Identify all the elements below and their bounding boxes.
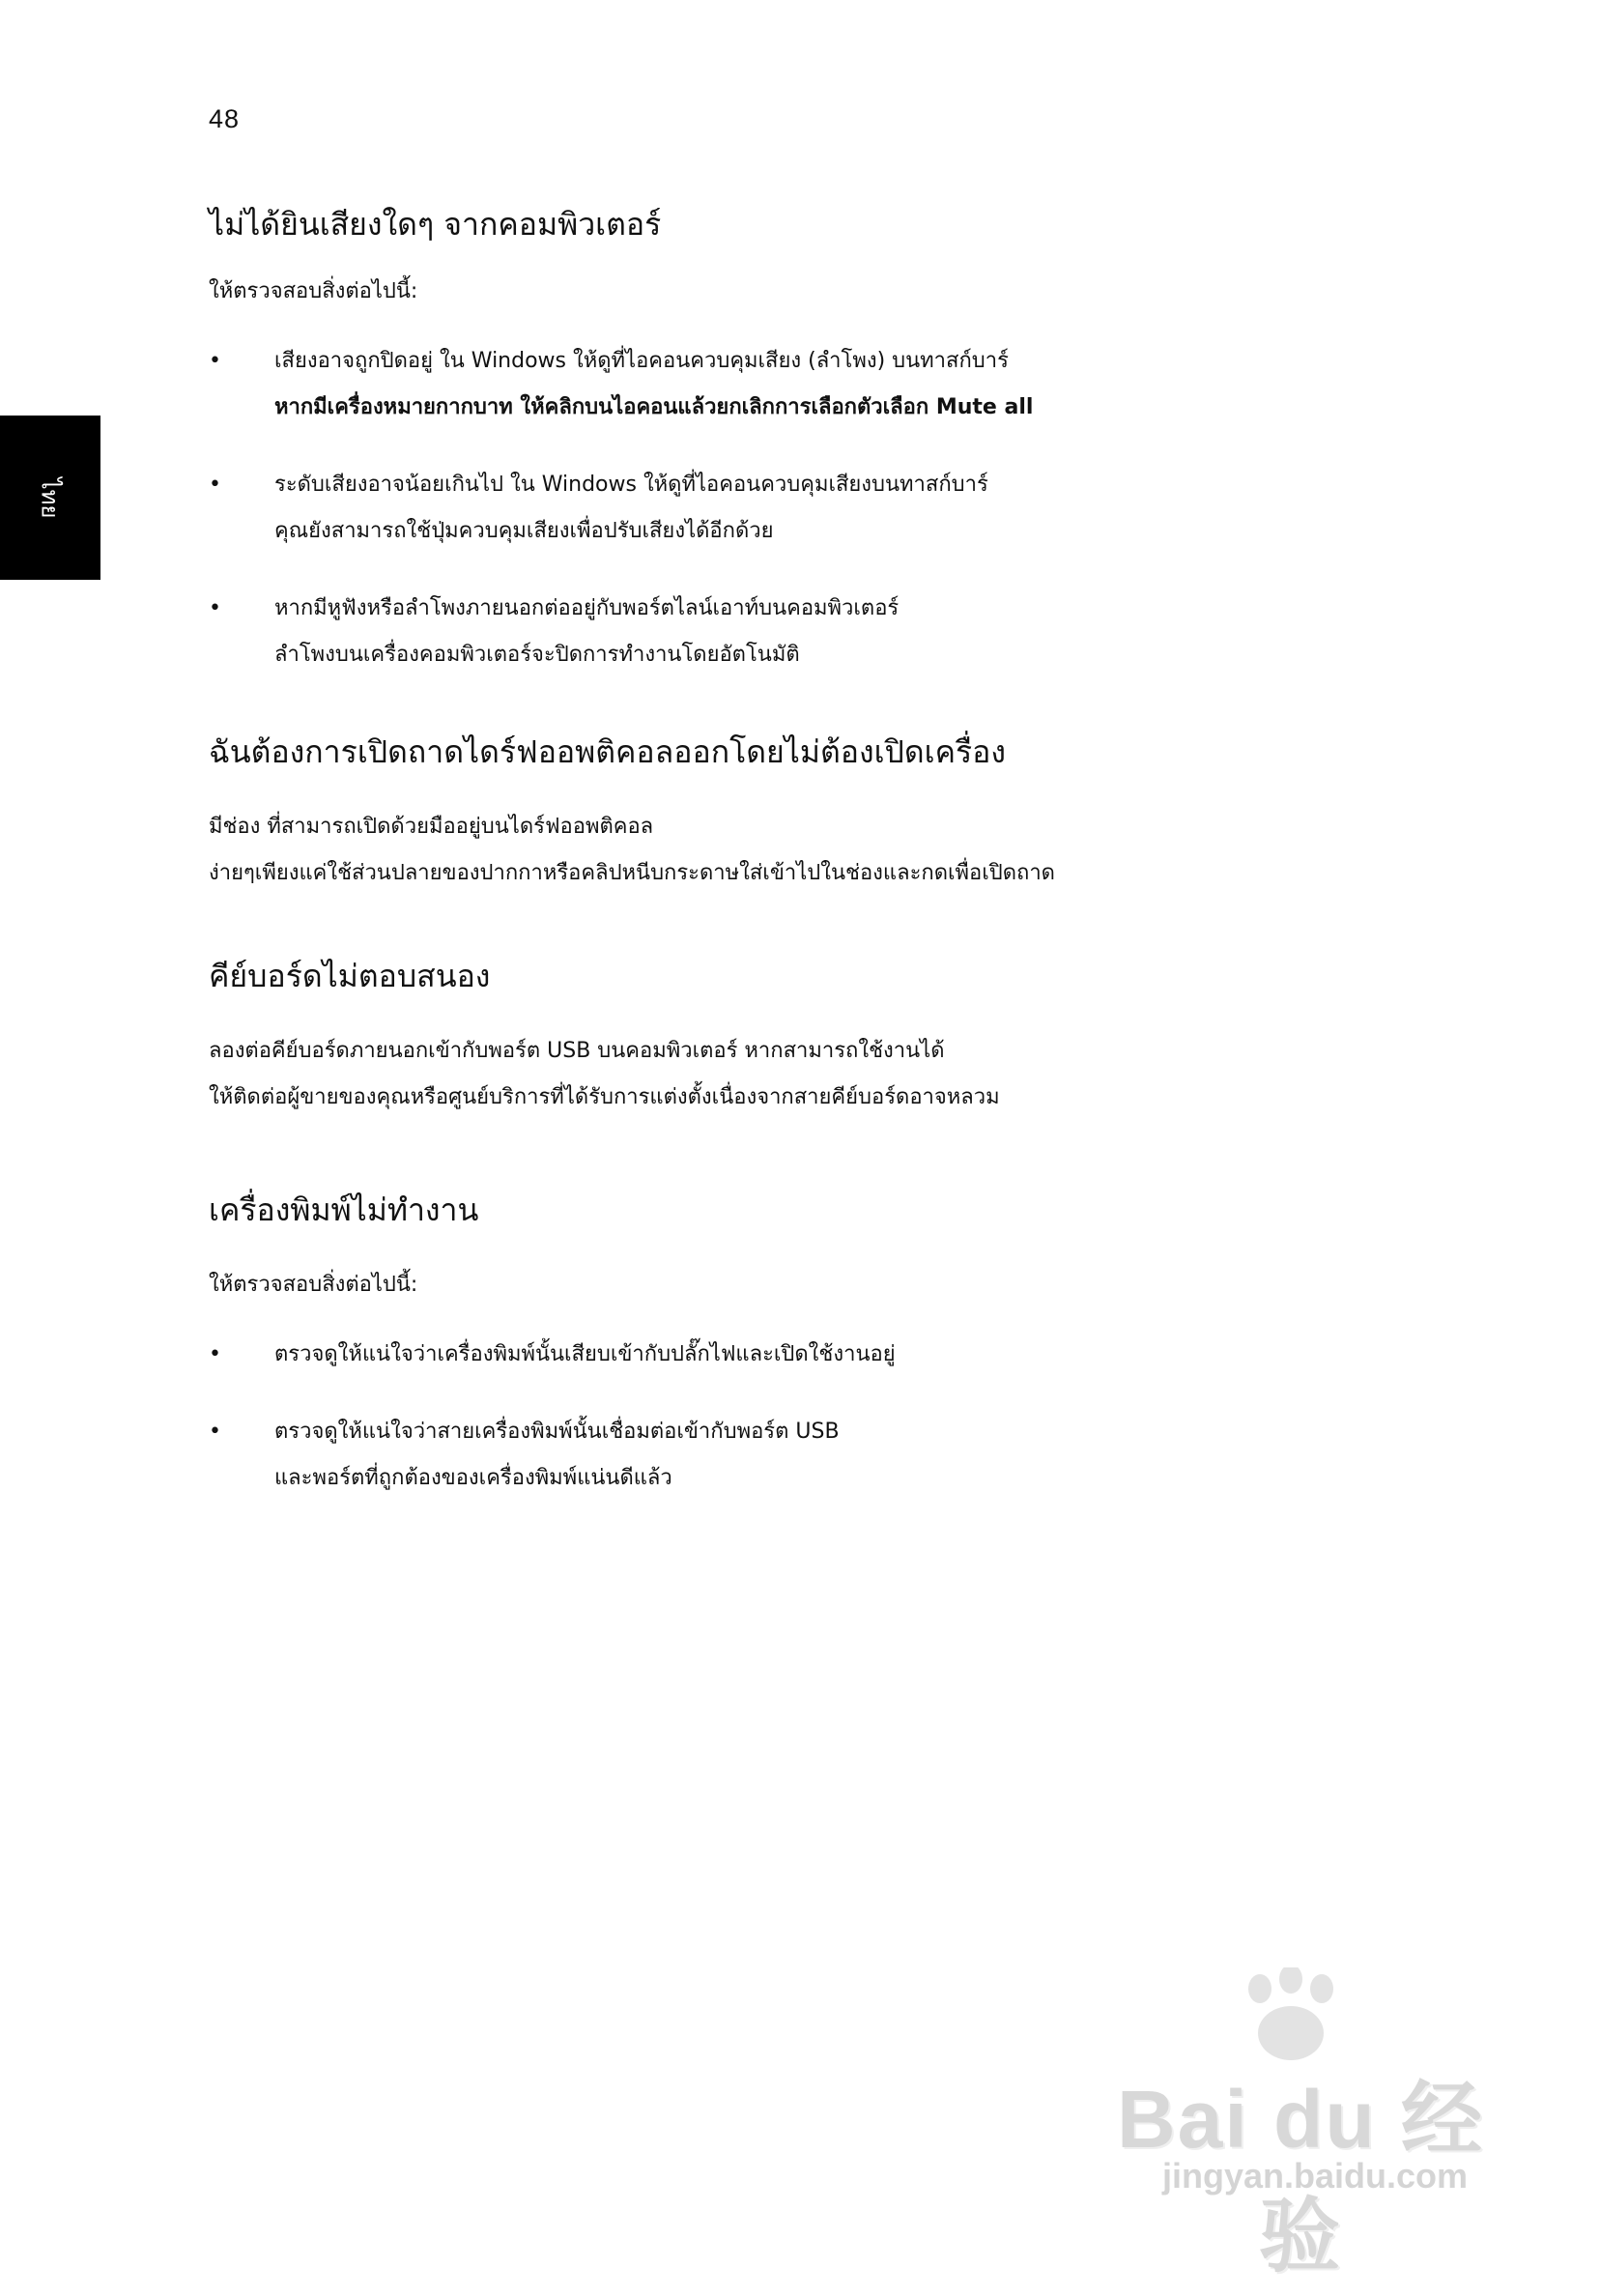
bullet-icon: •	[209, 473, 221, 497]
section-heading: ฉันต้องการเปิดถาดไดร์ฟออพติคอลออกโดยไม่ต้องเปิดเครื่อง	[209, 733, 1006, 770]
list-item	[209, 1332, 1465, 1378]
bullet-icon: •	[209, 596, 221, 620]
list-item-text: หากมีเครื่องหมายกากบาท ให้คลิกบนไอคอนแล้วยกเลิกการเลือกตัวเลือก Mute all	[274, 395, 1034, 419]
paragraph-line: ง่ายๆเพียงแค่ใช้ส่วนปลายของปากกาหรือคลิปหนีบกระดาษใส่เข้าไปในช่องและกดเพื่อเปิดถาด	[209, 861, 1055, 885]
side-tab-label: ไทย	[36, 477, 64, 518]
section-heading: เครื่องพิมพ์ไม่ทำงาน	[209, 1191, 479, 1228]
list-item	[209, 338, 1465, 431]
bullet-list	[209, 338, 1465, 678]
section-keyboard	[209, 953, 1465, 1121]
list-item-text: และพอร์ตที่ถูกต้องของเครื่องพิมพ์แน่นดีแล้ว	[274, 1466, 672, 1490]
bullet-icon: •	[209, 349, 221, 373]
list-item-text: ระดับเสียงอาจน้อยเกินไป ใน Windows ให้ดูที่ไอคอนควบคุมเสียงบนทาสก์บาร์	[274, 473, 988, 497]
paragraph-line: ให้ติดต่อผู้ขายของคุณหรือศูนย์บริการที่ได้รับการแต่งตั้งเนื่องจากสายคีย์บอร์ดอาจหลวม	[209, 1085, 1000, 1109]
paw-icon	[1233, 1967, 1349, 2064]
list-item-text: ตรวจดูให้แน่ใจว่าเครื่องพิมพ์นั้นเสียบเข้ากับปลั๊กไฟและเปิดใช้งานอยู่	[274, 1342, 896, 1366]
bullet-icon: •	[209, 1342, 221, 1366]
section-intro: ให้ตรวจสอบสิ่งต่อไปนี้:	[209, 279, 418, 303]
paragraph-line: ลองต่อคีย์บอร์ดภายนอกเข้ากับพอร์ต USB บนคอมพิวเตอร์ หากสามารถใช้งานได้	[209, 1039, 945, 1063]
list-item-text: หากมีหูฟังหรือลำโพงภายนอกต่ออยู่กับพอร์ตไลน์เอาท์บนคอมพิวเตอร์	[274, 596, 900, 620]
section-no-sound	[209, 201, 1465, 678]
section-optical-drive	[209, 729, 1465, 897]
list-item	[209, 462, 1465, 555]
language-side-tab	[0, 416, 100, 580]
list-item	[209, 1409, 1465, 1502]
list-item-text: คุณยังสามารถใช้ปุ่มควบคุมเสียงเพื่อปรับเสียงได้อีกด้วย	[274, 519, 774, 543]
bullet-icon: •	[209, 1420, 221, 1444]
list-item-text: ลำโพงบนเครื่องคอมพิวเตอร์จะปิดการทำงานโดยอัตโนมัติ	[274, 643, 800, 667]
paragraph-line: มีช่อง ที่สามารถเปิดด้วยมืออยู่บนไดร์ฟออพติคอล	[209, 815, 654, 839]
list-item-text: ตรวจดูให้แน่ใจว่าสายเครื่องพิมพ์นั้นเชื่อมต่อเข้ากับพอร์ต USB	[274, 1420, 840, 1444]
bullet-list	[209, 1332, 1465, 1502]
section-printer	[209, 1187, 1465, 1502]
baidu-watermark	[1107, 1967, 1494, 2282]
section-intro: ให้ตรวจสอบสิ่งต่อไปนี้:	[209, 1273, 418, 1297]
list-item-text: เสียงอาจถูกปิดอยู่ ใน Windows ให้ดูที่ไอคอนควบคุมเสียง (ลำโพง) บนทาสก์บาร์	[274, 349, 1009, 373]
watermark-logo: Bai du 经验	[1116, 2074, 1484, 2282]
section-heading: คีย์บอร์ดไม่ตอบสนอง	[209, 958, 491, 994]
document-body	[209, 201, 1465, 1533]
list-item	[209, 586, 1465, 678]
section-heading: ไม่ได้ยินเสียงใดๆ จากคอมพิวเตอร์	[209, 206, 662, 243]
page-number: 48	[209, 104, 241, 133]
watermark-url: jingyan.baidu.com	[1161, 2156, 1469, 2196]
